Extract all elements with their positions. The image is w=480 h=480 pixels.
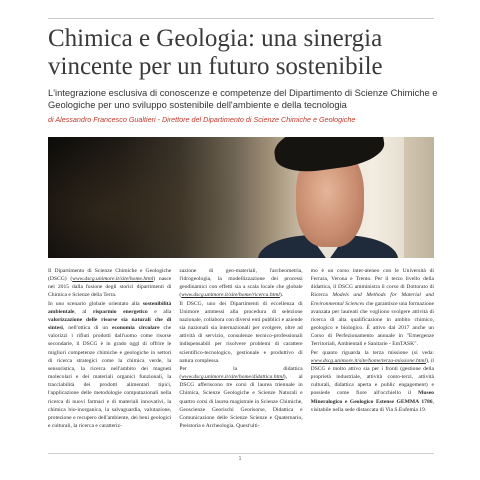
article-title: Chimica e Geologia: una sinergia vincente per un futuro sostenibile (48, 25, 383, 80)
photo-door (404, 137, 434, 258)
col2-text: Per la didattica ( (179, 365, 303, 381)
col1-text: ) nasce nel 2015 dalla fusione degli storici dipartimenti di Chimica e Scienze della Terra. (48, 276, 172, 299)
col2-text: zazione di geo-materiali, l'archeometria, l'idrogeologia, la modellizzazione dei processi geodinamici con effetti sia a scala locale che globale ( (179, 268, 303, 299)
col3-bold: Museo Mineralogico e Geologico Estense GEMMA 1786 (310, 390, 434, 405)
article-author: di Alessandro Francesco Gualtieri - Direttore del Dipartimento di Scienze Chimiche e Geologiche (48, 115, 356, 124)
body-column-2 (179, 267, 302, 450)
col3-text: mo è un corso inter-ateneo con le Università di Ferrara, Verona e Trento. Per il terzo livello della didattica, il DSCG amministra il corso di Dottorato di Ricerca (310, 268, 434, 299)
photo-background (48, 137, 248, 258)
col2-text: ). (279, 292, 284, 299)
body-column-3 (311, 267, 434, 450)
dscg-research-link[interactable]: www.dscg.unimore.it/site/home/ricerca.html (181, 292, 280, 299)
col3-text: che garantisce una formazione avanzata per laureati che vogliono svolgere attività di ricerca di alta qualificazione in ambito chimico, geologico e biologico. È attivo dal 2017 anche un Corso di Perfezionamento annuale in "Emergenze Territoriali, Ambientali e Sanitarie - EmTASK". (310, 300, 434, 348)
col1-bold: sostenibilità ambientale (48, 300, 172, 315)
col3-text: , visitabile nella sede distaccata di Via S.Eufemia 19. (310, 398, 434, 413)
col1-text: In uno scenario globale orientato alla (48, 300, 143, 307)
col1-bold: economia circolare (112, 325, 160, 332)
col1-text: , al (74, 308, 93, 315)
col1-text: e alla (147, 308, 172, 315)
col2-text: ), al DSCG afferiscono tre corsi di laurea triennale in Chimica, Scienze Geologiche e Scienze Naturali e quattro corsi di laurea magistrale in Scienze Chimiche, Geoscienze Georischi Georisorse, Didattica e Comunicazione delle Scienze Scienze e Quaternario, Preistoria e Archeologia. Quest'ulti- (179, 374, 303, 429)
col1-bold: valorizzazione delle risorse sia naturali che di sintesi (48, 316, 172, 332)
col1-text: che valorizzi i rifiuti prodotti dall'uomo come risorse secondarie, il DSCG è in grado oggi di offrire le migliori competenze chimiche e geologiche in settori di ricerca strategici come la chimica verde, la sensoristica, la ricerca nell'ambito dei magneti molecolari e dei materiali organici funzionali, la tracciabilità dei prodotti alimentari tipici, l'applicazione delle metodologie computazionali nella ricerca di nuovi farmaci e di materiali innovativi, la chimica bio-inorganica, la salvaguardia, valutazione, protezione e recupero dell'ambiente, dei beni geologici e culturali, la ricerca e caratteriz- (48, 325, 172, 429)
col3-text: ), il DSCG è molto attivo sia per i fronti (gestione della proprietà industriale, attività conto-terzi, attività culturali, didattica aperta e public engagement) e possiede come fiore all'occhiello il (310, 357, 434, 397)
dscg-terza-missione-link[interactable]: www.dscg.unimore.it/site/home/terza-missione.html (310, 357, 426, 364)
col1-bold: risparmio energetico (92, 308, 148, 315)
portrait-photo (48, 137, 434, 258)
dscg-didattica-link[interactable]: www.dscg.unimore.it/site/home/didattica.html (181, 374, 284, 381)
dscg-home-link[interactable]: www.dscg.unimore.it/site/home.html (72, 276, 154, 283)
article-body (48, 267, 434, 450)
article-subtitle: L'integrazione esclusiva di conoscenze e competenze del Dipartimento di Scienze Chimiche e Geologiche per uno sviluppo sostenibile dell'ambiente e della tecnologia (48, 87, 438, 110)
top-rule (48, 18, 434, 19)
col3-italic: Models and Methods for Material and Environmental Sciences (310, 292, 434, 307)
col1-text: , nell'ottica di un (62, 325, 112, 332)
page-number: 1 (238, 456, 242, 462)
body-column-1 (48, 267, 171, 450)
col3-text: Per quanto riguarda la terza missione (si veda: (310, 349, 434, 356)
col2-text: Il DSCG, uno dei Dipartimenti di eccellenza di Unimore ammessi alla procedura di selezione nazionale, collabora con diversi enti pubblici e aziende sia nazionali sia internazionali per svolgere, oltre ad attività di servizio, consulenze tecnico-professionali indispensabili per risolvere problemi di carattere scientifico-tecnologico, gestionale e produttivo di natura complessa. (179, 300, 303, 364)
col1-text: Il Dipartimento di Scienze Chimiche e Geologiche (DSCG) ( (48, 268, 172, 283)
bottom-rule (48, 453, 434, 454)
